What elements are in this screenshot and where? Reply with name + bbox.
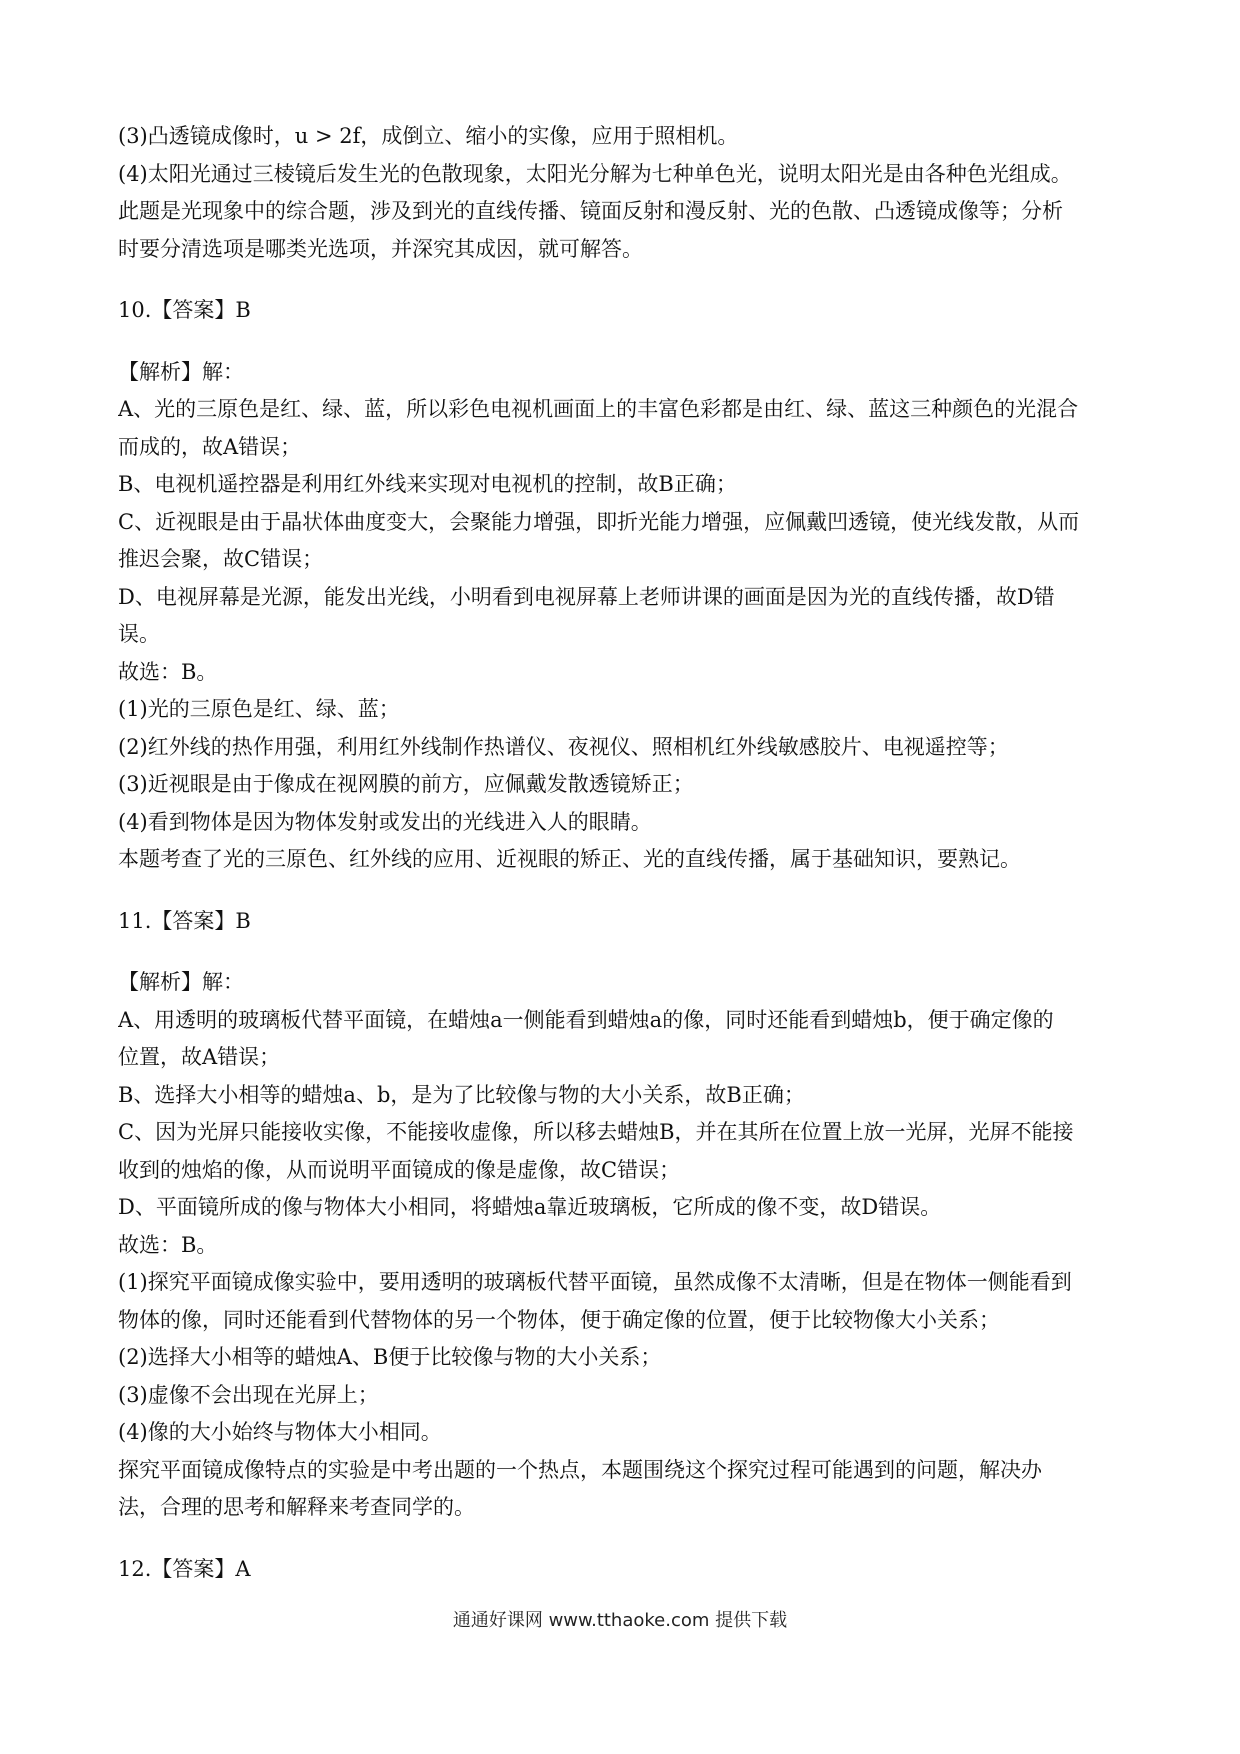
text-line: (3)虚像不会出现在光屏上； [118,1382,379,1407]
text-line: 时要分清选项是哪类光选项，并深究其成因，就可解答。 [118,236,643,261]
text-line: (4)像的大小始终与物体大小相同。 [118,1420,442,1444]
text-line: (3)凸透镜成像时，u > 2f，成倒立、缩小的实像，应用于照相机。 [118,124,739,148]
text-line: 而成的，故A错误； [118,434,302,459]
text-line: C、因为光屏只能接收实像，不能接收虚像，所以移去蜡烛B，并在其所在位置上放一光屏，光屏不能接 [118,1120,1074,1144]
document-body [118,118,1128,1588]
text-line: (3)近视眼是由于像成在视网膜的前方，应佩戴发散透镜矫正； [118,772,694,796]
text-line: 法，合理的思考和解释来考查同学的。 [118,1495,475,1519]
text-line: D、平面镜所成的像与物体大小相同，将蜡烛a靠近玻璃板，它所成的像不变，故D错误。 [118,1195,942,1219]
text-line: (2)选择大小相等的蜡烛A、B便于比较像与物的大小关系； [118,1345,662,1369]
text-line: 位置，故A错误； [118,1045,281,1069]
text-line: (4)看到物体是因为物体发射或发出的光线进入人的眼睛。 [118,809,652,834]
text-line: A、用透明的玻璃板代替平面镜，在蜡烛a一侧能看到蜡烛a的像，同时还能看到蜡烛b，便于确定像的 [118,1007,1054,1032]
text-line: (1)探究平面镜成像实验中，要用透明的玻璃板代替平面镜，虽然成像不太清晰，但是在物体一侧能看到 [118,1270,1072,1294]
text-line: 此题是光现象中的综合题，涉及到光的直线传播、镜面反射和漫反射、光的色散、凸透镜成像等；分析 [118,199,1063,223]
text-line: 探究平面镜成像特点的实验是中考出题的一个热点，本题围绕这个探究过程可能遇到的问题，解决办 [118,1457,1042,1482]
question-10-block [118,292,1128,879]
top-explanation [118,118,1128,268]
text-line: 故选：B。 [118,659,218,684]
page-footer: 通通好课网 www.tthaoke.com 提供下载 [452,1610,788,1631]
text-line: 误。 [118,622,160,646]
text-line: (4)太阳光通过三棱镜后发生光的色散现象，太阳光分解为七种单色光，说明太阳光是由各种色光组成。 [118,161,1072,186]
text-line: A、光的三原色是红、绿、蓝，所以彩色电视机画面上的丰富色彩都是由红、绿、蓝这三种颜色的光混合 [118,397,1079,421]
text-line: 收到的烛焰的像，从而说明平面镜成的像是虚像，故C错误； [118,1157,681,1182]
text-line: D、电视屏幕是光源，能发出光线，小明看到电视屏幕上老师讲课的画面是因为光的直线传播，故D错 [118,584,1055,609]
text-line: B、选择大小相等的蜡烛a、b，是为了比较像与物的大小关系，故B正确； [118,1082,805,1107]
text-line: 【解析】解： [118,359,244,384]
text-line: B、电视机遥控器是利用红外线来实现对电视机的控制，故B正确； [118,472,737,496]
question-12-block [118,1551,1128,1589]
text-line: 【解析】解： [118,970,244,994]
answer-heading: 10.【答案】B [118,298,251,322]
text-line: 本题考查了光的三原色、红外线的应用、近视眼的矫正、光的直线传播，属于基础知识，要熟记。 [118,847,1021,871]
text-line: C、近视眼是由于晶状体曲度变大，会聚能力增强，即折光能力增强，应佩戴凹透镜，使光线发散，从而 [118,509,1080,534]
text-line: 物体的像，同时还能看到代替物体的另一个物体，便于确定像的位置，便于比较物像大小关系； [118,1307,1000,1332]
text-line: 推迟会聚，故C错误； [118,547,324,571]
text-line: (1)光的三原色是红、绿、蓝； [118,697,400,721]
question-11-block [118,903,1128,1527]
answer-heading: 12.【答案】A [118,1556,251,1581]
answer-heading: 11.【答案】B [118,908,251,933]
text-line: 故选：B。 [118,1232,218,1257]
text-line: (2)红外线的热作用强，利用红外线制作热谱仪、夜视仪、照相机红外线敏感胶片、电视遥控等； [118,734,1009,759]
